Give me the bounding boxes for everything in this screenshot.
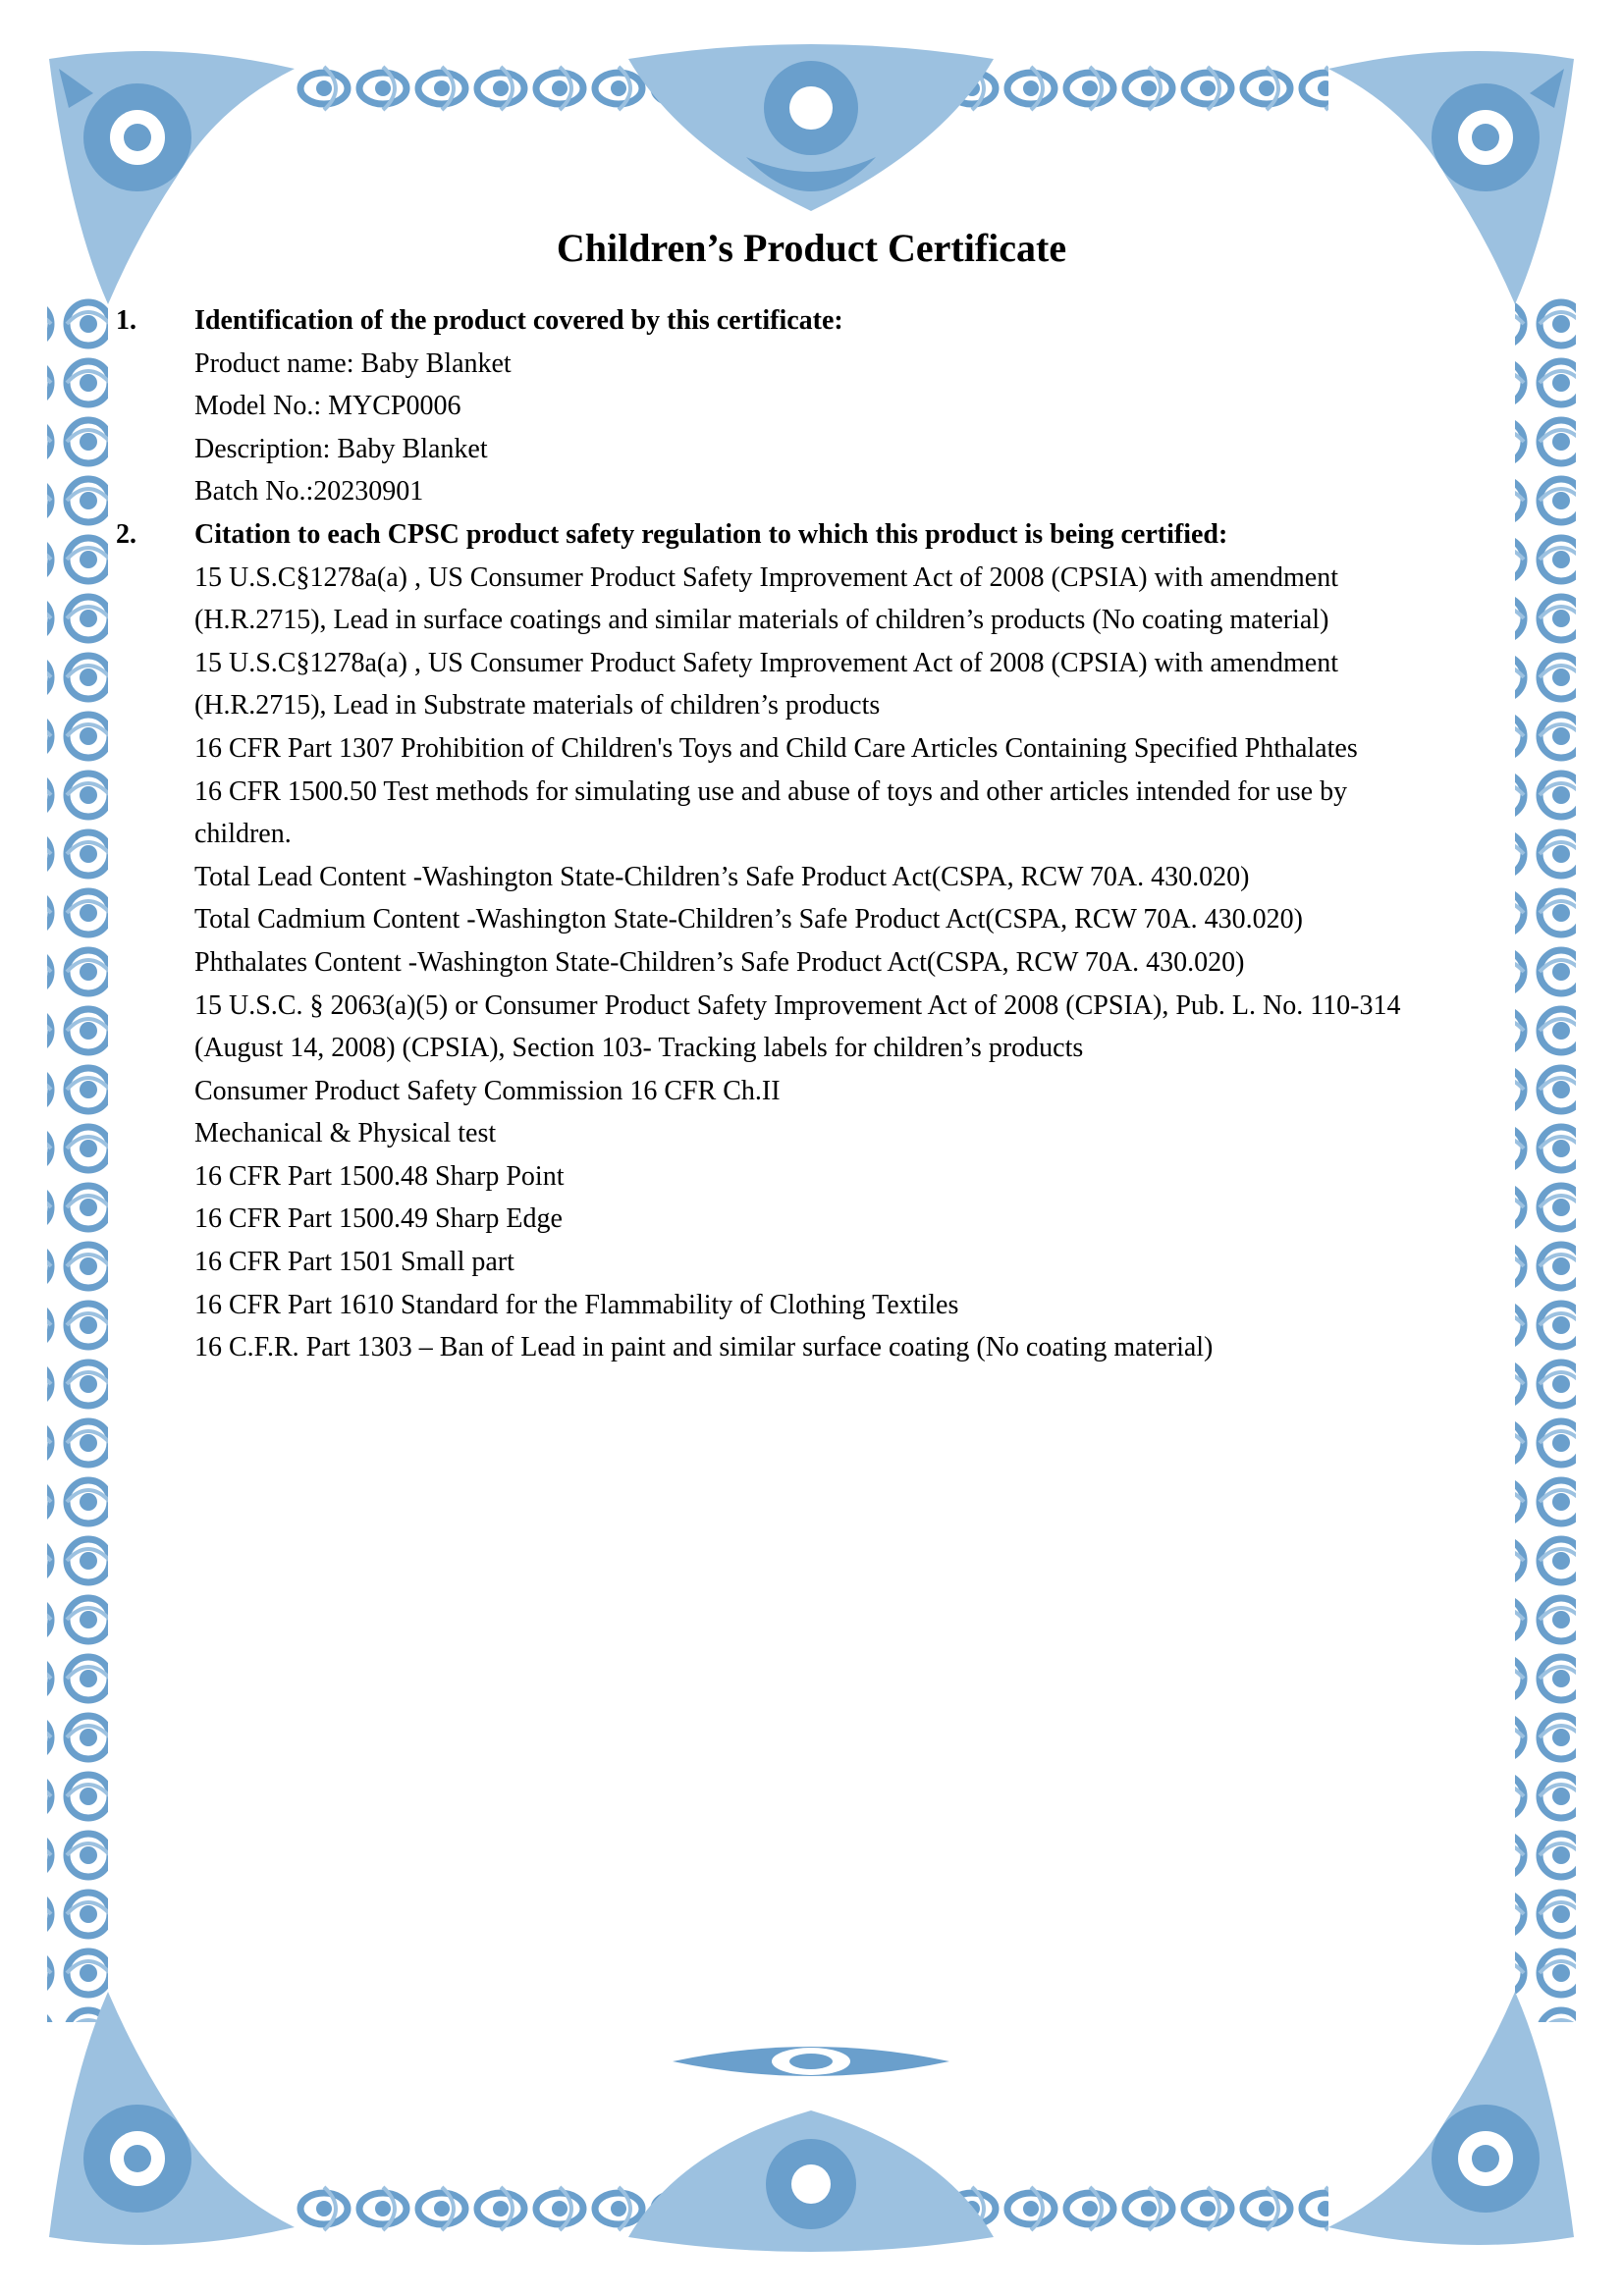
right-border-band: [1515, 294, 1576, 2022]
list-item: 16 C.F.R. Part 1303 – Ban of Lead in paint and similar surface coating (No coating material): [194, 1332, 1214, 1363]
section-2-heading-row: [116, 513, 1490, 557]
list-item: Total Cadmium Content -Washington State-Children’s Safe Product Act(CSPA, RCW 70A. 430.020): [194, 904, 1303, 935]
list-item: (August 14, 2008) (CPSIA), Section 103- Tracking labels for children’s products: [194, 1033, 1084, 1064]
divider-flourish: [673, 2047, 949, 2076]
list-item: (H.R.2715), Lead in Substrate materials of children’s products: [194, 690, 881, 721]
corner-ornament-bottom-left: [49, 1992, 295, 2245]
certificate-body: [116, 299, 1490, 1369]
list-item: Product name: Baby Blanket: [194, 347, 512, 379]
list-item: 16 CFR Part 1500.49 Sharp Edge: [194, 1203, 563, 1235]
corner-ornament-bottom-right: [1328, 1992, 1574, 2245]
list-item: 16 CFR Part 1500.48 Sharp Point: [194, 1160, 565, 1192]
bottom-center-crest: [628, 2110, 994, 2252]
section-heading: Identification of the product covered by this certificate:: [194, 305, 843, 336]
list-item: 16 CFR 1500.50 Test methods for simulating use and abuse of toys and other articles intended for use by: [194, 775, 1348, 807]
top-center-crest: [628, 44, 994, 211]
certificate-title: Children’s Product Certificate: [556, 226, 1067, 270]
list-item: Total Lead Content -Washington State-Children’s Safe Product Act(CSPA, RCW 70A. 430.020): [194, 861, 1250, 892]
list-item: Description: Baby Blanket: [194, 433, 488, 464]
left-border-band: [47, 294, 108, 2022]
list-item: Mechanical & Physical test: [194, 1118, 497, 1149]
list-item: (H.R.2715), Lead in surface coatings and similar materials of children’s products (No coating material): [194, 605, 1329, 636]
section-heading: Citation to each CPSC product safety regulation to which this product is being certified:: [194, 518, 1228, 550]
list-item: Phthalates Content -Washington State-Children’s Safe Product Act(CSPA, RCW 70A. 430.020): [194, 946, 1245, 978]
list-item: 16 CFR Part 1501 Small part: [194, 1247, 514, 1278]
section-1-heading-row: [116, 299, 1490, 343]
list-item: children.: [194, 819, 292, 850]
list-item: 15 U.S.C§1278a(a) , US Consumer Product Safety Improvement Act of 2008 (CPSIA) with amendment: [194, 647, 1338, 678]
list-item: 15 U.S.C§1278a(a) , US Consumer Product Safety Improvement Act of 2008 (CPSIA) with amendment: [194, 561, 1338, 593]
list-item: Model No.: MYCP0006: [194, 391, 461, 422]
list-item: Consumer Product Safety Commission 16 CFR Ch.II: [194, 1075, 781, 1106]
list-item: 16 CFR Part 1307 Prohibition of Children's Toys and Child Care Articles Containing Specified Phthalates: [194, 732, 1358, 764]
list-item: 16 CFR Part 1610 Standard for the Flammability of Clothing Textiles: [194, 1289, 959, 1320]
section-number: 2.: [116, 518, 136, 550]
list-item: Batch No.:20230901: [194, 476, 424, 507]
section-number: 1.: [116, 305, 136, 336]
list-item: 15 U.S.C. § 2063(a)(5) or Consumer Product Safety Improvement Act of 2008 (CPSIA), Pub. L. No. 110-314: [194, 989, 1401, 1021]
